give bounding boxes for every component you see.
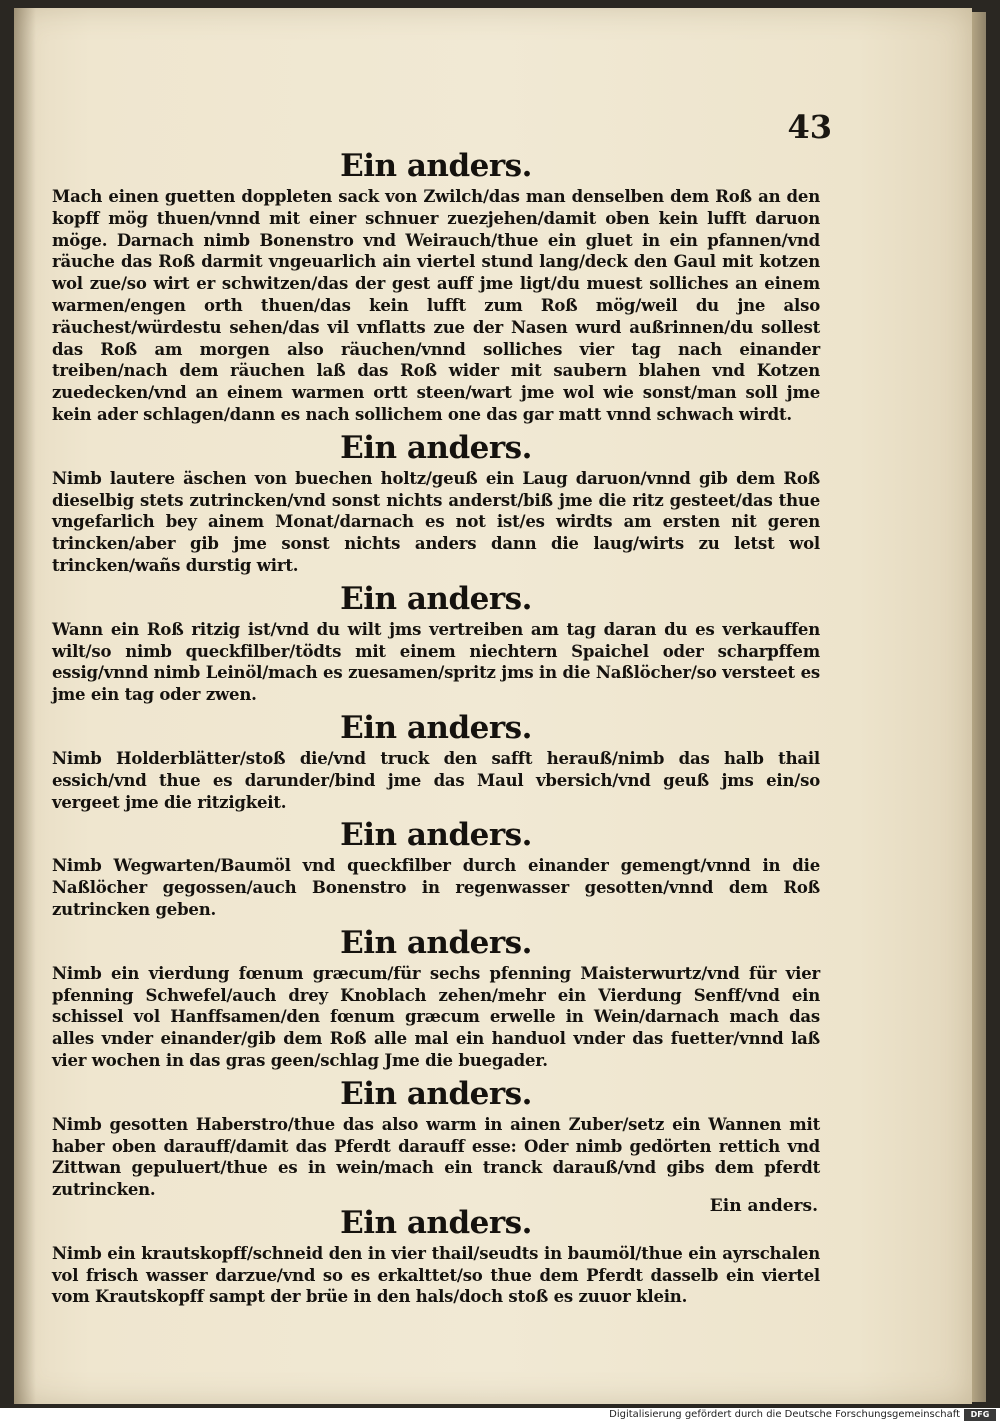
section-heading: Ein anders. (340, 817, 532, 854)
section-2 (52, 428, 820, 577)
section-3 (52, 579, 820, 706)
section-text: Nimb Holderblätter/stoß die/vnd truck den safft herauß/nimb das halb thail essich/vnd thue es darunder/bind jme das Maul vbersich/vnd geuß jms ein/so vergeet jme die ritzigkeit. (52, 748, 820, 812)
section-heading: Ein anders. (340, 1204, 532, 1241)
section-4 (52, 708, 820, 813)
section-8 (52, 1203, 820, 1308)
section-heading: Ein anders. (340, 709, 532, 746)
catchword: Ein anders. (709, 1196, 818, 1216)
section-5 (52, 815, 820, 920)
page-number: 43 (787, 108, 832, 146)
section-heading: Ein anders. (340, 924, 532, 961)
section-text: Mach einen guetten doppleten sack von Zwilch/das man denselben dem Roß an den kopff mög thuen/vnnd mit einer schnuer zuezjehen/damit oben kein lufft daruon möge. Darnach nimb Bonenstro vnd Weirauch/thue ein gluet in ein pfannen/vnd räuche das Roß darmit vngeuarlich ain viertel stund lang/deck den Gaul mit kotzen wol zue/so wirt er schwitzen/das der gest auff jme ligt/du muest solliches an einem warmen/engen orth thuen/das kein lufft zum Roß mög/weil du jne also räuchest/würdestu sehen/das vil vnflatts zue der Nasen wurd außrinnen/du sollest das Roß am morgen also räuchen/vnnd solliches vier tag nach einander treiben/nach dem räuchen laß das Roß wider mit saubern blahen vnd Kotzen zuedecken/vnd an einem warmen ortt steen/wart jme wol wie sonst/man soll jme kein ader schlagen/dann es nach sollichem one das gar matt vnnd schwach wirdt. (52, 187, 820, 424)
section-heading: Ein anders. (340, 429, 532, 466)
dfg-logo-icon: DFG (964, 1409, 996, 1421)
section-text: Nimb ein krautskopff/schneid den in vier thail/seudts in baumöl/thue ein ayrschalen vol frisch wasser darzue/vnd so es erkalttet/so thue dem Pferdt dasselb ein viertel vom Krautskopff sampt der brüe in den hals/doch stoß es zuuor klein. (52, 1243, 820, 1307)
section-text: Nimb Wegwarten/Baumöl vnd queckfilber durch einander gemengt/vnnd in die Naßlöcher gegossen/auch Bonenstro in regenwasser gesotten/vnnd dem Roß zutrincken geben. (52, 856, 820, 919)
section-6 (52, 923, 820, 1072)
gutter-shadow (14, 8, 36, 1404)
footer-credit: Digitalisierung gefördert durch die Deutsche Forschungsgemeinschaft (609, 1409, 960, 1420)
section-7 (52, 1074, 820, 1201)
section-text: Nimb ein vierdung fœnum græcum/für sechs pfenning Maisterwurtz/vnd für vier pfenning Schwefel/auch drey Knoblach zehen/mehr ein Vierdung Senff/vnd ein schissel vol Hanffsamen/den fœnum græcum erwelle in Wein/darnach mach das alles vnder einander/gib dem Roß alle mal ein handuol vnder das fuetter/vnnd laß vier wochen in das gras geen/schlag Jme die buegader. (52, 963, 820, 1070)
footer (0, 1408, 1000, 1422)
section-heading: Ein anders. (340, 580, 532, 617)
section-text: Nimb lautere äschen von buechen holtz/geuß ein Laug daruon/vnnd gib dem Roß dieselbig stets zutrincken/vnd sonst nichts anderst/biß jme die ritz gesteet/das thue vngefarlich bey ainem Monat/darnach es not ist/es wirdts am ersten nit geren trincken/aber gib jme sonst nichts anders dann die laug/wirts zu letst wol trincken/wañs durstig wirt. (52, 468, 820, 575)
section-text: Wann ein Roß ritzig ist/vnd du wilt jms vertreiben am tag daran du es verkauffen wilt/so nimb queckfilber/tödts mit einem niechtern Spaichel oder scharpffem essig/vnnd nimb Leinöl/mach es zuesamen/spritz jms in die Naßlöcher/so versteet es jme ein tag oder zwen. (52, 619, 820, 705)
text-block (52, 146, 820, 1310)
section-heading: Ein anders. (340, 148, 532, 184)
section-heading: Ein anders. (340, 1075, 532, 1112)
section-1 (52, 146, 820, 426)
section-text: Nimb gesotten Haberstro/thue das also warm in ainen Zuber/setz ein Wannen mit haber oben darauff/damit das Pferdt darauff esse: Oder nimb gedörten rettich vnd Zittwan gepuluert/thue es in wein/mach ein tranck darauß/vnd gibs dem pferdt zutrincken. (52, 1114, 820, 1200)
